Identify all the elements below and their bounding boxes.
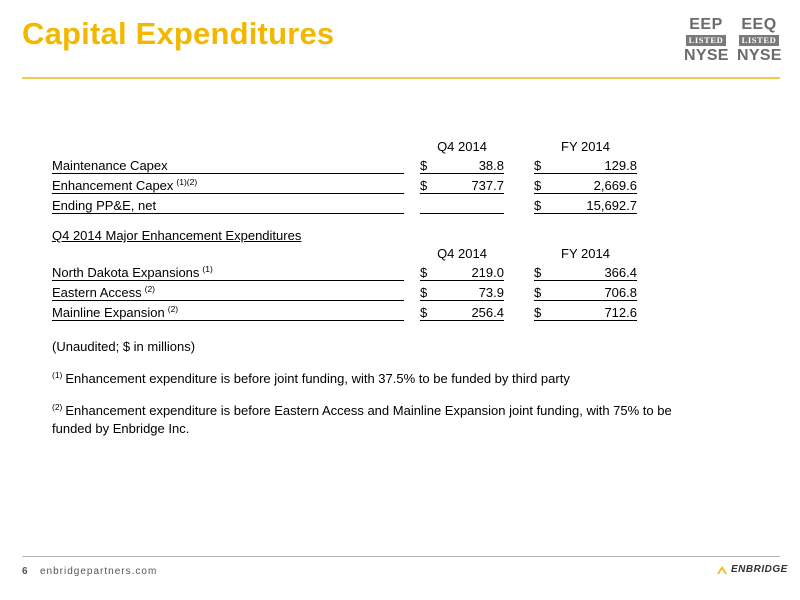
badge-exchange: NYSE bbox=[737, 47, 782, 64]
footnote-ref: (2) bbox=[167, 304, 179, 314]
fy-value: 15,692.7 bbox=[548, 194, 637, 214]
section-heading: Q4 2014 Major Enhancement Expenditures bbox=[52, 228, 302, 243]
table-header-row bbox=[52, 136, 637, 154]
currency-symbol: $ bbox=[420, 301, 434, 321]
row-label: North Dakota Expansions $^{(1)}$ bbox=[52, 261, 404, 281]
currency-symbol: $ bbox=[420, 261, 434, 281]
footnote-text: Enhancement expenditure is before joint funding, with 37.5% to be funded by third party bbox=[65, 371, 570, 386]
eeq-nyse-badge bbox=[737, 16, 781, 64]
footnote-ref: (1)(2) bbox=[176, 177, 198, 187]
column-header-fy: FY 2014 bbox=[561, 246, 610, 261]
row-label: Eastern Access $^{(2)}$ bbox=[52, 281, 404, 301]
currency-symbol: $ bbox=[534, 154, 548, 174]
slide-title: Capital Expenditures bbox=[22, 16, 335, 51]
capex-summary-table bbox=[52, 136, 637, 214]
table-header-row bbox=[52, 243, 637, 261]
unaudited-note: (Unaudited; $ in millions) bbox=[52, 339, 196, 354]
footnote-marker: (1) bbox=[52, 370, 63, 380]
table-row bbox=[52, 301, 637, 321]
q4-value: 73.9 bbox=[434, 281, 504, 301]
footnote-ref: (1) bbox=[202, 264, 213, 274]
currency-symbol: $ bbox=[534, 301, 548, 321]
currency-symbol: $ bbox=[420, 174, 434, 194]
row-label: Enhancement Capex $^{(1)(2)}$ bbox=[52, 174, 404, 194]
column-header-q4: Q4 2014 bbox=[437, 246, 487, 261]
badge-listed: LISTED bbox=[686, 35, 726, 46]
table-row bbox=[52, 281, 637, 301]
footnote-1 bbox=[52, 366, 672, 388]
q4-value bbox=[434, 194, 504, 214]
q4-value: 737.7 bbox=[434, 174, 504, 194]
fy-value: 706.8 bbox=[548, 281, 637, 301]
major-enhancement-table bbox=[52, 243, 637, 321]
q4-value: 256.4 bbox=[434, 301, 504, 321]
table-row bbox=[52, 154, 637, 174]
currency-symbol: $ bbox=[420, 281, 434, 301]
currency-symbol: $ bbox=[420, 154, 434, 174]
row-label: Mainline Expansion $^{(2)}$ bbox=[52, 301, 404, 321]
q4-value: 219.0 bbox=[434, 261, 504, 281]
currency-symbol: $ bbox=[534, 174, 548, 194]
enbridge-logo bbox=[716, 563, 788, 575]
website-url: enbridgepartners.com bbox=[40, 566, 158, 577]
title-divider bbox=[22, 77, 780, 79]
footnote-2 bbox=[52, 398, 672, 438]
footnote-marker: (2) bbox=[52, 402, 63, 412]
column-header-fy: FY 2014 bbox=[561, 139, 610, 154]
column-header-q4: Q4 2014 bbox=[437, 139, 487, 154]
table-row bbox=[52, 261, 637, 281]
badge-code: EEQ bbox=[741, 16, 777, 33]
badge-exchange: NYSE bbox=[684, 47, 729, 64]
footnote-text: Enhancement expenditure is before Eastern Access and Mainline Expansion joint funding, with 75% to be funded by Enbridge Inc. bbox=[52, 403, 672, 436]
eep-nyse-badge bbox=[684, 16, 728, 64]
enbridge-flame-icon bbox=[716, 563, 728, 575]
currency-symbol: $ bbox=[534, 281, 548, 301]
fy-value: 712.6 bbox=[548, 301, 637, 321]
q4-value: 38.8 bbox=[434, 154, 504, 174]
badge-listed: LISTED bbox=[739, 35, 779, 46]
row-label: Ending PP&E, net bbox=[52, 194, 404, 214]
row-label: Maintenance Capex bbox=[52, 154, 404, 174]
fy-value: 129.8 bbox=[548, 154, 637, 174]
table-row bbox=[52, 174, 637, 194]
table-row bbox=[52, 194, 637, 214]
fy-value: 2,669.6 bbox=[548, 174, 637, 194]
logo-wordmark: ENBRIDGE bbox=[731, 563, 788, 575]
page-number: 6 bbox=[22, 566, 28, 577]
currency-symbol: $ bbox=[534, 261, 548, 281]
footer-divider bbox=[22, 556, 780, 557]
footnote-ref: (2) bbox=[144, 284, 155, 294]
badge-code: EEP bbox=[689, 16, 723, 33]
currency-symbol bbox=[420, 194, 434, 214]
fy-value: 366.4 bbox=[548, 261, 637, 281]
currency-symbol: $ bbox=[534, 194, 548, 214]
